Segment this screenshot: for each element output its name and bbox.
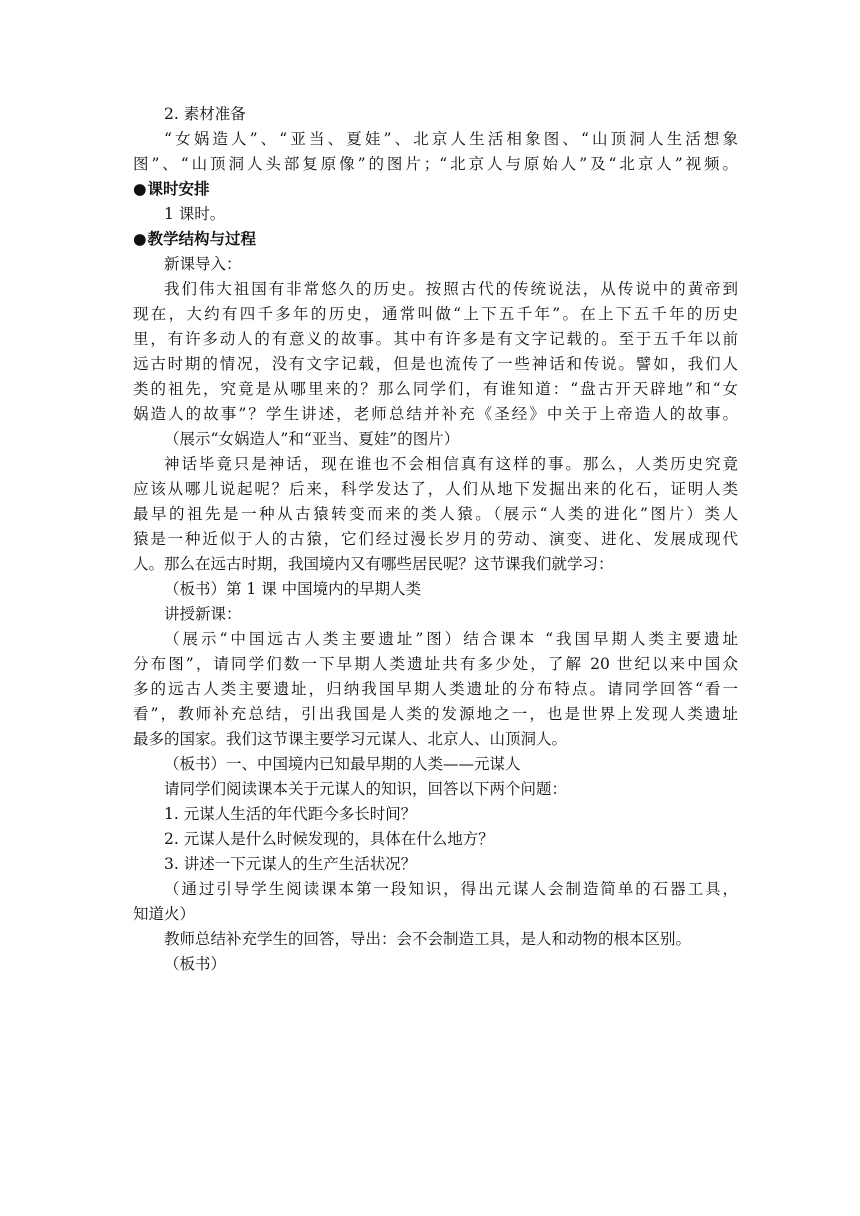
paragraph-line: 应该从哪儿说起呢？后来，科学发达了，人们从地下发掘出来的化石，证明人类 [133,480,738,498]
board-note-lesson-title: （板书）第 1 课 中国境内的早期人类 [164,580,422,598]
teacher-summary: 教师总结补充学生的回答，导出：会不会制造工具，是人和动物的根本区别。 [164,930,692,948]
show-images-note: （展示“女娲造人”和“亚当、夏娃”的图片） [164,430,460,448]
structure-heading [133,227,738,252]
question-3: 3. 讲述一下元谋人的生产生活状况？ [164,855,417,873]
paragraph-line: 猿是一种近似于人的古猿，它们经过漫长岁月的劳动、演变、进化、发展成现代 [133,530,738,548]
structure-heading-text: 教学结构与过程 [147,230,257,248]
materials-heading: 2. 素材准备 [164,105,246,123]
paragraph-line: 现在，大约有四千多年的历史，通常叫做“上下五千年”。在上下五千年的历史 [133,305,738,323]
materials-line-1: “女娲造人”、“亚当、夏娃”、北京人生活相象图、“山顶洞人生活想象 [164,130,738,148]
schedule-text: 1 课时。 [164,205,226,223]
paragraph-line: 多的远古人类主要遗址，归纳我国早期人类遗址的分布特点。请同学回答“看一 [133,680,738,698]
question-1: 1. 元谋人生活的年代距今多长时间？ [164,805,417,823]
paragraph-line: 分布图”，请同学们数一下早期人类遗址共有多少处，了解 20 世纪以来中国众 [133,655,738,673]
paragraph-line: 神话毕竟只是神话，现在谁也不会相信真有这样的事。那么，人类历史究竟 [164,455,738,473]
paragraph-line: 知道火） [133,905,196,923]
question-2: 2. 元谋人是什么时候发现的，具体在什么地方？ [164,830,494,848]
materials-line-2: 图”、“山顶洞人头部复原像”的图片；“北京人与原始人”及“北京人”视频。 [133,155,738,173]
reading-prompt: 请同学们阅读课本关于元谋人的知识，回答以下两个问题： [164,780,568,798]
bullet-icon: ● [133,230,147,248]
paragraph-line: 最多的国家。我们这节课主要学习元谋人、北京人、山顶洞人。 [133,730,568,748]
schedule-heading [133,177,738,202]
paragraph-line: 远古时期的情况，没有文字记载，但是也流传了一些神话和传说。譬如，我们人 [133,355,738,373]
paragraph-line: 娲造人的故事”？学生讲述，老师总结并补充《圣经》中关于上帝造人的故事。 [133,405,738,423]
paragraph-line: 看”，教师补充总结，引出我国是人类的发源地之一，也是世界上发现人类遗址 [133,705,738,723]
paragraph-line: 人。那么在远古时期，我国境内又有哪些居民呢？这节课我们就学习： [133,555,614,573]
document-page [133,102,738,977]
paragraph-line: （通过引导学生阅读课本第一段知识，得出元谋人会制造简单的石器工具， [164,880,738,898]
paragraph-line: （展示“中国远古人类主要遗址”图）结合课本 “我国早期人类主要遗址 [164,630,738,648]
paragraph-line: 我们伟大祖国有非常悠久的历史。按照古代的传统说法，从传说中的黄帝到 [164,280,738,298]
board-note-yuanmou: （板书）一、中国境内已知最早期的人类——元谋人 [164,755,521,773]
schedule-heading-text: 课时安排 [147,180,210,198]
intro-label: 新课导入： [164,255,242,273]
board-note-end: （板书） [164,955,227,973]
paragraph-line: 最早的祖先是一种从古猿转变而来的类人猿。（展示“人类的进化”图片）类人 [133,505,738,523]
paragraph-line: 里，有许多动人的有意义的故事。其中有许多是有文字记载的。至于五千年以前 [133,330,738,348]
paragraph-line: 类的祖先，究竟是从哪里来的？那么同学们，有谁知道：“盘古开天辟地”和“女 [133,380,738,398]
bullet-icon: ● [133,180,147,198]
teach-label: 讲授新课： [164,605,242,623]
